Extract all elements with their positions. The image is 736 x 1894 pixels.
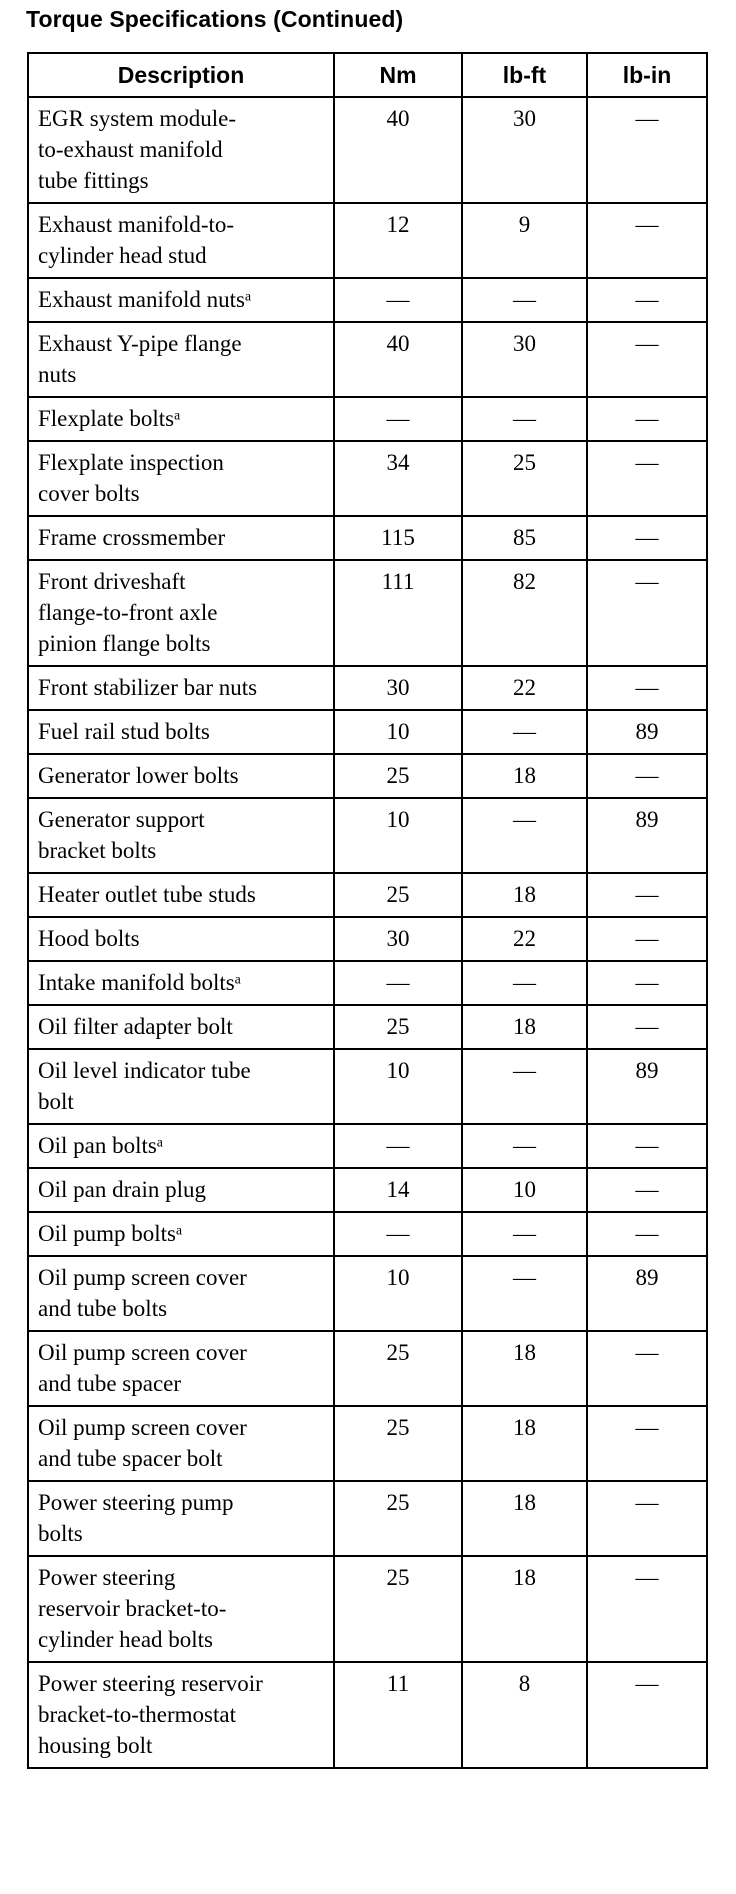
table-row: [28, 798, 707, 873]
row-lbin-value: —: [587, 917, 707, 961]
row-lbin-value: —: [587, 1331, 707, 1406]
row-lbft-value: 18: [462, 1331, 587, 1406]
row-description: Intake manifold boltsᵃ: [38, 970, 242, 995]
row-description: Oil pump screen cover and tube bolts: [38, 1265, 247, 1321]
row-nm-value: 10: [334, 798, 462, 873]
row-lbin-value: —: [587, 1556, 707, 1662]
table-row: [28, 397, 707, 441]
row-nm-value: 30: [334, 917, 462, 961]
row-lbft-value: 9: [462, 203, 587, 278]
row-lbft-value: —: [462, 710, 587, 754]
row-lbft-value: 18: [462, 1406, 587, 1481]
row-lbin-value: 89: [587, 1256, 707, 1331]
row-description: Power steering reservoir bracket-to-thermostat housing bolt: [38, 1671, 263, 1758]
row-description: Exhaust Y-pipe flange nuts: [38, 331, 242, 387]
header-nm: Nm: [334, 53, 462, 97]
row-lbin-value: —: [587, 666, 707, 710]
header-lb-ft: lb-ft: [462, 53, 587, 97]
row-lbin-value: 89: [587, 1049, 707, 1124]
row-nm-value: 34: [334, 441, 462, 516]
row-description: Front stabilizer bar nuts: [38, 675, 258, 700]
row-lbin-value: —: [587, 1168, 707, 1212]
table-row: [28, 1049, 707, 1124]
row-lbft-value: 18: [462, 1481, 587, 1556]
row-lbin-value: —: [587, 754, 707, 798]
row-lbin-value: —: [587, 278, 707, 322]
row-nm-value: 10: [334, 710, 462, 754]
table-row: [28, 1556, 707, 1662]
row-lbft-value: 85: [462, 516, 587, 560]
row-nm-value: 10: [334, 1256, 462, 1331]
table-row: [28, 710, 707, 754]
row-description: Oil level indicator tube bolt: [38, 1058, 251, 1114]
row-lbin-value: —: [587, 961, 707, 1005]
row-nm-value: —: [334, 961, 462, 1005]
row-lbin-value: —: [587, 1124, 707, 1168]
row-lbin-value: —: [587, 560, 707, 666]
table-row: [28, 873, 707, 917]
row-lbft-value: 18: [462, 1556, 587, 1662]
row-lbin-value: —: [587, 441, 707, 516]
row-nm-value: 25: [334, 754, 462, 798]
row-lbft-value: 8: [462, 1662, 587, 1768]
row-description: Generator support bracket bolts: [38, 807, 205, 863]
row-lbft-value: 30: [462, 97, 587, 203]
table-row: [28, 441, 707, 516]
row-lbft-value: 22: [462, 917, 587, 961]
row-nm-value: 25: [334, 1406, 462, 1481]
row-nm-value: 115: [334, 516, 462, 560]
row-description: Oil pan drain plug: [38, 1177, 206, 1202]
row-description: Hood bolts: [38, 926, 140, 951]
row-description: Power steering reservoir bracket-to-cylinder head bolts: [38, 1565, 227, 1652]
row-lbin-value: —: [587, 322, 707, 397]
table-row: [28, 1005, 707, 1049]
table-row: [28, 1256, 707, 1331]
header-description: Description: [28, 53, 334, 97]
row-lbin-value: —: [587, 1212, 707, 1256]
row-description: Flexplate inspection cover bolts: [38, 450, 224, 506]
table-row: [28, 666, 707, 710]
row-lbft-value: —: [462, 1256, 587, 1331]
row-lbin-value: —: [587, 203, 707, 278]
row-lbft-value: 25: [462, 441, 587, 516]
row-description: Exhaust manifold-to-cylinder head stud: [38, 212, 235, 268]
row-description: Fuel rail stud bolts: [38, 719, 210, 744]
torque-spec-table: [27, 52, 708, 1769]
row-nm-value: 12: [334, 203, 462, 278]
row-nm-value: —: [334, 1212, 462, 1256]
table-row: [28, 1331, 707, 1406]
row-lbin-value: —: [587, 873, 707, 917]
row-nm-value: 25: [334, 1556, 462, 1662]
row-lbin-value: 89: [587, 798, 707, 873]
table-row: [28, 203, 707, 278]
row-nm-value: 25: [334, 1481, 462, 1556]
table-row: [28, 1406, 707, 1481]
row-description: Oil filter adapter bolt: [38, 1014, 233, 1039]
row-lbin-value: —: [587, 97, 707, 203]
row-description: Frame crossmember: [38, 525, 226, 550]
row-lbin-value: —: [587, 397, 707, 441]
table-row: [28, 1124, 707, 1168]
table-row: [28, 1168, 707, 1212]
table-row: [28, 754, 707, 798]
row-description: Front driveshaft flange-to-front axle pinion flange bolts: [38, 569, 218, 656]
row-lbin-value: —: [587, 1481, 707, 1556]
header-lb-in: lb-in: [587, 53, 707, 97]
row-nm-value: —: [334, 1124, 462, 1168]
row-nm-value: 25: [334, 1005, 462, 1049]
row-lbft-value: 10: [462, 1168, 587, 1212]
row-description: Oil pump screen cover and tube spacer bolt: [38, 1415, 247, 1471]
row-nm-value: —: [334, 397, 462, 441]
row-lbin-value: —: [587, 1005, 707, 1049]
row-lbft-value: —: [462, 1049, 587, 1124]
row-lbin-value: —: [587, 1662, 707, 1768]
row-nm-value: —: [334, 278, 462, 322]
row-description: Oil pan boltsᵃ: [38, 1133, 164, 1158]
table-row: [28, 961, 707, 1005]
row-nm-value: 25: [334, 873, 462, 917]
row-lbin-value: 89: [587, 710, 707, 754]
row-description: Generator lower bolts: [38, 763, 239, 788]
page-title: Torque Specifications (Continued): [26, 6, 404, 32]
row-nm-value: 14: [334, 1168, 462, 1212]
row-lbft-value: —: [462, 278, 587, 322]
row-nm-value: 30: [334, 666, 462, 710]
row-lbft-value: 18: [462, 754, 587, 798]
row-lbin-value: —: [587, 516, 707, 560]
table-row: [28, 278, 707, 322]
row-lbin-value: —: [587, 1406, 707, 1481]
table-row: [28, 1662, 707, 1768]
row-nm-value: 25: [334, 1331, 462, 1406]
row-lbft-value: 18: [462, 1005, 587, 1049]
row-lbft-value: 82: [462, 560, 587, 666]
row-description: Oil pump boltsᵃ: [38, 1221, 183, 1246]
table-row: [28, 1212, 707, 1256]
row-lbft-value: —: [462, 798, 587, 873]
table-row: [28, 560, 707, 666]
table-row: [28, 322, 707, 397]
row-nm-value: 10: [334, 1049, 462, 1124]
row-nm-value: 11: [334, 1662, 462, 1768]
row-lbft-value: —: [462, 961, 587, 1005]
row-lbft-value: —: [462, 1124, 587, 1168]
row-description: Heater outlet tube studs: [38, 882, 256, 907]
row-description: Oil pump screen cover and tube spacer: [38, 1340, 247, 1396]
row-description: EGR system module-to-exhaust manifold tube fittings: [38, 106, 237, 193]
row-lbft-value: 18: [462, 873, 587, 917]
row-nm-value: 40: [334, 322, 462, 397]
table-row: [28, 516, 707, 560]
header-row: [28, 53, 707, 97]
row-nm-value: 40: [334, 97, 462, 203]
table-row: [28, 917, 707, 961]
row-lbft-value: 22: [462, 666, 587, 710]
table-row: [28, 97, 707, 203]
row-lbft-value: 30: [462, 322, 587, 397]
row-description: Exhaust manifold nutsᵃ: [38, 287, 252, 312]
row-description: Power steering pump bolts: [38, 1490, 234, 1546]
row-lbft-value: —: [462, 397, 587, 441]
row-lbft-value: —: [462, 1212, 587, 1256]
row-nm-value: 111: [334, 560, 462, 666]
row-description: Flexplate boltsᵃ: [38, 406, 181, 431]
table-row: [28, 1481, 707, 1556]
